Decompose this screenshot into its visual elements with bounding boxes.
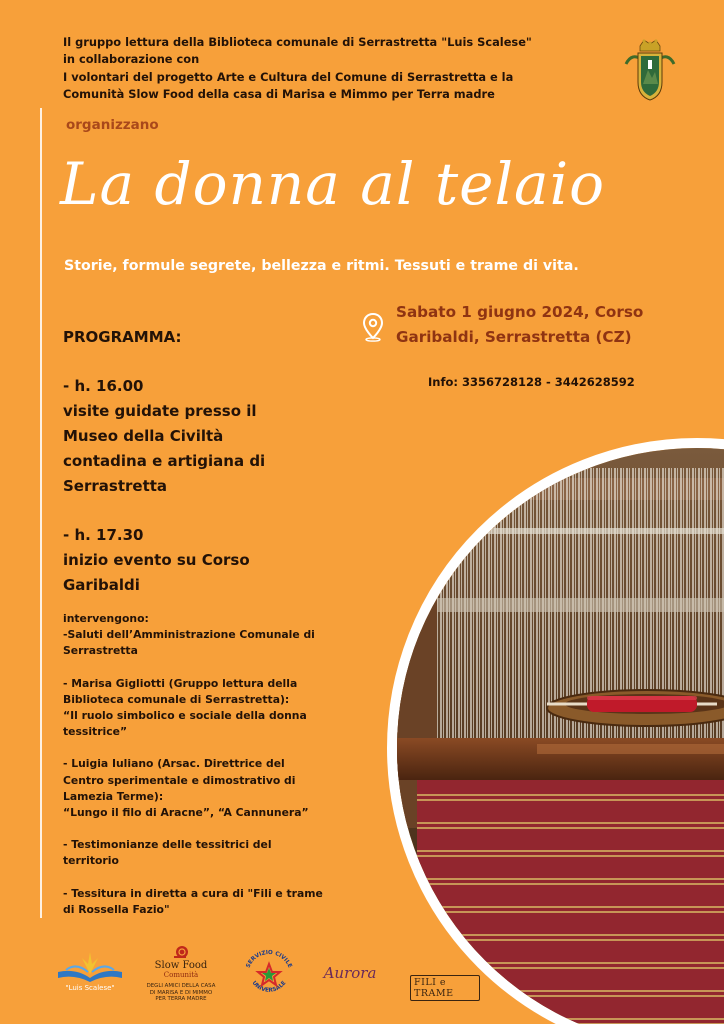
program-text: inizio evento su Corso xyxy=(63,551,250,569)
header-line: Comunità Slow Food della casa di Marisa e Mimmo per Terra madre xyxy=(63,86,495,101)
speaker-line: Lamezia Terme): xyxy=(63,789,164,803)
aurora-name: Aurora xyxy=(323,964,377,982)
info-phone: Info: 3356728128 - 3442628592 xyxy=(428,375,635,389)
date-line: Sabato 1 giugno 2024, Corso xyxy=(396,303,644,321)
slow-food-logo xyxy=(142,944,220,1003)
speaker-line: - Tessitura in diretta a cura di "Fili e trame xyxy=(63,886,323,900)
program-text: contadina e artigiana di xyxy=(63,452,266,470)
program-item-1730 xyxy=(63,523,323,598)
speaker-item xyxy=(63,886,363,918)
program-time: - h. 16.00 xyxy=(63,377,144,395)
program-item-1600 xyxy=(63,374,323,499)
program-text: Serrastretta xyxy=(63,477,168,495)
speaker-line: - Marisa Gigliotti (Gruppo lettura della xyxy=(63,676,298,690)
slow-food-desc-line: DEGLI AMICI DELLA CASA xyxy=(146,983,216,989)
speaker-item xyxy=(63,837,363,869)
speaker-item xyxy=(63,627,363,659)
header-line: Il gruppo lettura della Biblioteca comunale di Serrastretta "Luis Scalese" xyxy=(63,35,532,49)
servizio-civile-logo xyxy=(240,946,298,1004)
program-text: Garibaldi xyxy=(63,576,140,594)
aurora-logo xyxy=(304,964,396,982)
scu-top-text: SERVIZIO CIVILE xyxy=(245,949,293,969)
speaker-line: territorio xyxy=(63,854,119,868)
slow-food-sub: Comunità xyxy=(163,971,199,979)
svg-text:UNIVERSALE xyxy=(251,980,288,994)
organizers-header xyxy=(63,34,583,103)
header-line: in collaborazione con xyxy=(63,52,200,67)
speaker-line: - Testimonianze delle tessitrici del xyxy=(63,838,272,852)
municipal-crest-icon xyxy=(622,38,678,106)
speaker-item xyxy=(63,756,363,821)
fili-e-trame-name: FILI e TRAME xyxy=(414,977,454,999)
luis-scalese-label: "Luis Scalese" xyxy=(65,984,115,992)
header-line: I volontari del progetto Arte e Cultura del Comune di Serrastretta e la xyxy=(63,69,514,84)
slow-food-desc-line: DI MARISA E DI MIMMO xyxy=(149,989,213,996)
scu-bottom-text: UNIVERSALE xyxy=(250,980,288,994)
programma-heading: PROGRAMMA: xyxy=(63,328,182,346)
speaker-line: “Il ruolo simbolico e sociale della donna xyxy=(63,709,307,723)
fili-e-trame-logo xyxy=(410,975,480,1001)
speaker-line: di Rossella Fazio" xyxy=(63,902,170,916)
program-time: - h. 17.30 xyxy=(63,526,144,544)
speakers-list xyxy=(63,611,363,934)
luis-scalese-logo xyxy=(50,950,130,992)
event-title: La donna al telaio xyxy=(60,150,606,218)
slow-food-desc-line: PER TERRA MADRE xyxy=(155,996,207,1002)
speaker-line: -Saluti dell’Amministrazione Comunale di xyxy=(63,628,315,642)
speaker-line: Biblioteca comunale di Serrastretta): xyxy=(63,692,290,706)
program-text: Museo della Civiltà xyxy=(63,427,224,445)
loom-illustration xyxy=(397,448,724,1024)
speaker-line: - Luigia Iuliano (Arsac. Direttrice del xyxy=(63,757,285,771)
snail-icon xyxy=(173,944,189,960)
speaker-line: Centro sperimentale e dimostrativo di xyxy=(63,773,296,787)
speaker-line: Serrastretta xyxy=(63,644,138,658)
partner-logos xyxy=(0,942,724,1024)
program-text: visite guidate presso il xyxy=(63,402,257,420)
decorative-divider xyxy=(40,108,42,918)
slow-food-desc xyxy=(147,983,216,1003)
speaker-line: “Lungo il filo di Aracne”, “A Cannunera” xyxy=(63,806,309,820)
speaker-item xyxy=(63,676,363,741)
location-line: Garibaldi, Serrastretta (CZ) xyxy=(396,328,632,346)
organizzano-label: organizzano xyxy=(66,117,159,133)
speakers-intro: intervengono: xyxy=(63,612,149,625)
event-subtitle: Storie, formule segrete, bellezza e ritmi. Tessuti e trame di vita. xyxy=(64,258,579,274)
event-date-location xyxy=(396,300,696,350)
loom-photo xyxy=(387,438,724,1024)
map-pin-icon xyxy=(362,312,384,342)
open-book-icon xyxy=(54,950,126,982)
speaker-line: tessitrice” xyxy=(63,725,128,739)
slow-food-brand: Slow Food xyxy=(154,960,208,971)
